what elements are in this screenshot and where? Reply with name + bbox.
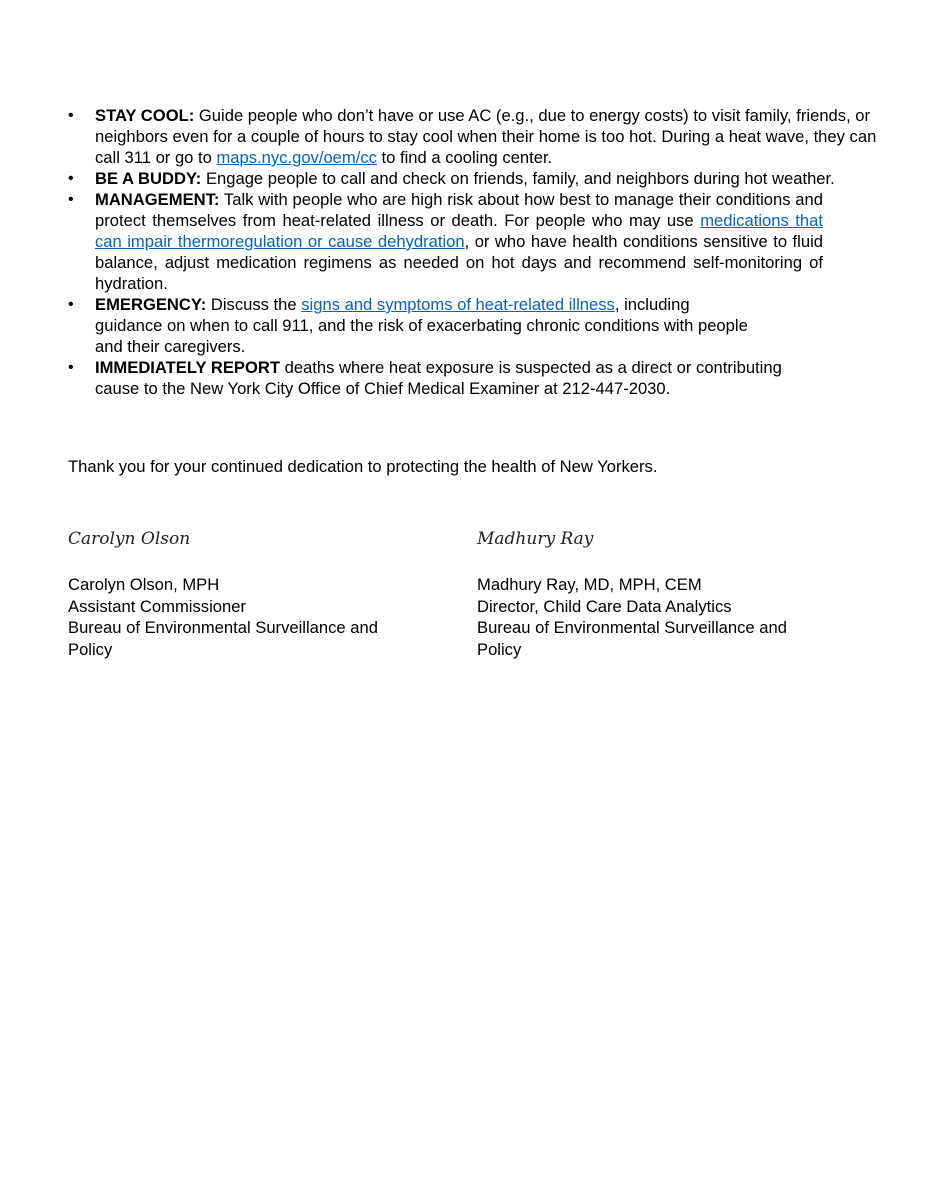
- signatory-title: Director, Child Care Data Analytics: [477, 596, 732, 616]
- item-text: Engage people to call and check on friends, family, and neighbors during hot weather.: [201, 169, 835, 188]
- signatory-organization: Bureau of Environmental Surveillance and: [477, 618, 787, 637]
- list-item-management: [68, 189, 823, 294]
- recommendation-list: [68, 105, 877, 399]
- list-item-emergency: [68, 294, 755, 357]
- closing-statement: Thank you for your continued dedication to protecting the health of New Yorkers.: [68, 457, 658, 476]
- bullet-icon: •: [68, 170, 74, 187]
- list-item-stay-cool: [68, 105, 885, 168]
- item-text: , including guidance on when to call 911, and the risk of exacerbating chronic conditions with people and their caregivers.: [95, 295, 748, 356]
- handwritten-signature: Carolyn Olson: [68, 529, 191, 549]
- list-item-immediately-report: [68, 357, 795, 399]
- medications-link[interactable]: medications that can impair thermoregulation or cause dehydration: [95, 211, 823, 251]
- item-lead: EMERGENCY:: [95, 295, 207, 314]
- bullet-icon: •: [68, 359, 74, 376]
- item-text: Talk with people who are high risk about how best to manage their conditions and protect themselves from heat-related illness or death. For people who may use: [95, 190, 823, 230]
- bullet-icon: •: [68, 107, 74, 124]
- item-text: deaths where heat exposure is suspected as a direct or contributing cause to the New York City Office of Chief Medical Examiner at 212-447-2030.: [95, 358, 782, 398]
- signatory-organization-cont: Policy: [477, 639, 522, 659]
- signatory-name: Carolyn Olson, MPH: [68, 575, 220, 594]
- item-lead: STAY COOL:: [95, 106, 195, 125]
- cooling-center-link[interactable]: maps.nyc.gov/oem/cc: [216, 148, 377, 167]
- signature-block-olson: [68, 527, 428, 660]
- item-text: , or who have health conditions sensitive to fluid balance, adjust medication regimens as needed on hot days and recommend self-monitoring of hydration.: [95, 232, 823, 293]
- signature-block-ray: [477, 527, 837, 660]
- item-text: to find a cooling center.: [376, 148, 553, 167]
- signatory-name: Madhury Ray, MD, MPH, CEM: [477, 575, 702, 594]
- heat-illness-symptoms-link[interactable]: signs and symptoms of heat-related illness: [301, 295, 615, 314]
- item-lead: BE A BUDDY:: [95, 169, 202, 188]
- signatory-organization-cont: Policy: [68, 639, 113, 659]
- bullet-icon: •: [68, 296, 74, 313]
- item-text: Discuss the: [206, 295, 302, 314]
- list-item-be-a-buddy: [68, 168, 875, 189]
- item-lead: IMMEDIATELY REPORT: [95, 358, 281, 377]
- item-text: Guide people who don’t have or use AC (e.g., due to energy costs) to visit family, friends, or neighbors even for a couple of hours to stay cool when their home is too hot. During a heat wave, they can call 311 or go to: [95, 106, 877, 167]
- item-lead: MANAGEMENT:: [95, 190, 220, 209]
- signatory-organization: Bureau of Environmental Surveillance and: [68, 618, 378, 637]
- handwritten-signature: Madhury Ray: [477, 529, 594, 549]
- signatory-title: Assistant Commissioner: [68, 596, 246, 616]
- bullet-icon: •: [68, 191, 74, 208]
